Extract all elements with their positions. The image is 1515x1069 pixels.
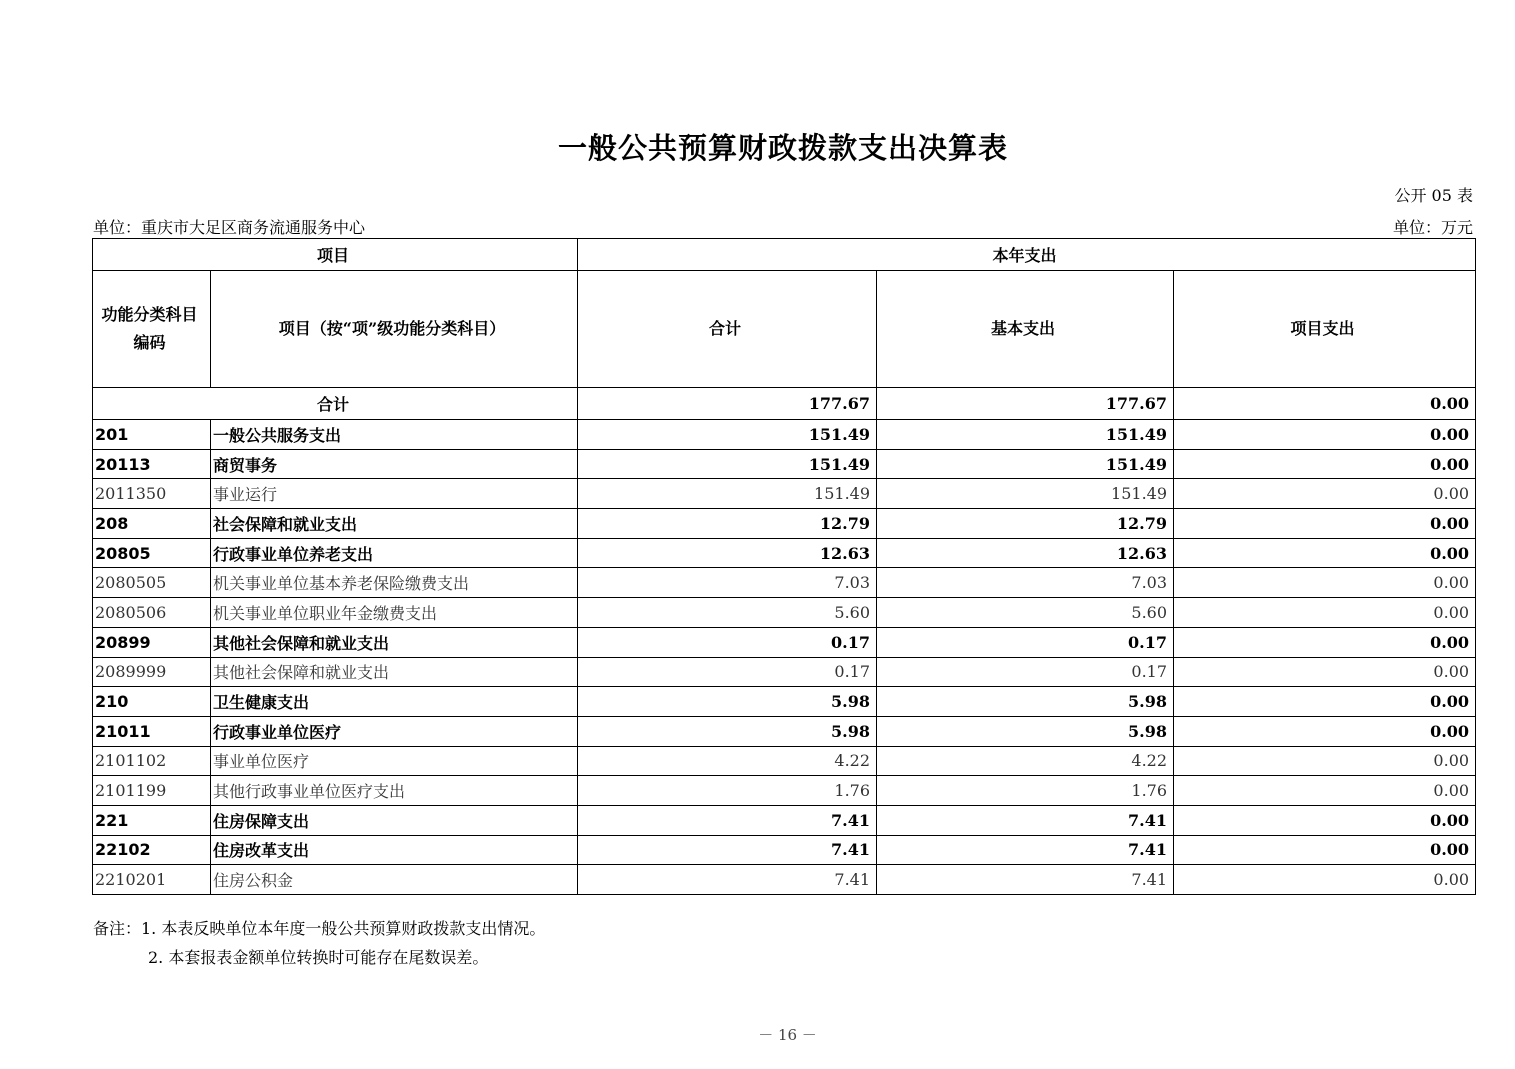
row-total: 5.98 <box>578 716 877 746</box>
header-project: 项目支出 <box>1174 271 1476 388</box>
note-line-2: 2. 本套报表金额单位转换时可能存在尾数误差。 <box>148 948 489 967</box>
table-row <box>93 627 1476 657</box>
table-row <box>93 687 1476 717</box>
row-code: 2210201 <box>93 865 211 895</box>
table-row <box>93 865 1476 895</box>
table-row <box>93 716 1476 746</box>
row-code: 20113 <box>93 449 211 479</box>
row-project: 0.00 <box>1174 746 1476 776</box>
row-total: 151.49 <box>578 449 877 479</box>
row-code: 2101199 <box>93 776 211 806</box>
table-row <box>93 805 1476 835</box>
table-row <box>93 568 1476 598</box>
row-total: 4.22 <box>578 746 877 776</box>
row-basic: 1.76 <box>877 776 1174 806</box>
row-code: 22102 <box>93 835 211 865</box>
row-basic: 5.60 <box>877 598 1174 628</box>
row-name: 机关事业单位职业年金缴费支出 <box>211 598 578 628</box>
row-project: 0.00 <box>1174 865 1476 895</box>
total-project: 0.00 <box>1174 388 1476 420</box>
header-row-1 <box>93 239 1476 271</box>
row-project: 0.00 <box>1174 716 1476 746</box>
row-project: 0.00 <box>1174 598 1476 628</box>
expenditure-table <box>92 238 1476 895</box>
row-basic: 151.49 <box>877 479 1174 509</box>
row-total: 0.17 <box>578 657 877 687</box>
row-code: 20899 <box>93 627 211 657</box>
row-code: 201 <box>93 420 211 450</box>
row-name: 行政事业单位养老支出 <box>211 538 578 568</box>
table-row <box>93 420 1476 450</box>
row-basic: 7.41 <box>877 835 1174 865</box>
row-name: 事业单位医疗 <box>211 746 578 776</box>
row-code: 221 <box>93 805 211 835</box>
row-name: 一般公共服务支出 <box>211 420 578 450</box>
note-line-1: 备注：1. 本表反映单位本年度一般公共预算财政拨款支出情况。 <box>93 919 546 938</box>
row-basic: 4.22 <box>877 746 1174 776</box>
row-project: 0.00 <box>1174 449 1476 479</box>
page-title: 一般公共预算财政拨款支出决算表 <box>557 131 1008 165</box>
row-name: 住房改革支出 <box>211 835 578 865</box>
row-basic: 5.98 <box>877 687 1174 717</box>
row-project: 0.00 <box>1174 420 1476 450</box>
row-code: 21011 <box>93 716 211 746</box>
row-basic: 5.98 <box>877 716 1174 746</box>
row-total: 7.41 <box>578 805 877 835</box>
row-project: 0.00 <box>1174 568 1476 598</box>
row-code: 208 <box>93 509 211 539</box>
total-amount: 177.67 <box>578 388 877 420</box>
row-name: 卫生健康支出 <box>211 687 578 717</box>
table-row <box>93 509 1476 539</box>
row-total: 5.60 <box>578 598 877 628</box>
row-project: 0.00 <box>1174 627 1476 657</box>
row-project: 0.00 <box>1174 538 1476 568</box>
form-number: 公开 05 表 <box>1394 186 1473 205</box>
row-total: 7.41 <box>578 865 877 895</box>
row-total: 151.49 <box>578 420 877 450</box>
row-code: 2101102 <box>93 746 211 776</box>
header-row-2 <box>93 271 1476 388</box>
row-total: 12.79 <box>578 509 877 539</box>
row-basic: 151.49 <box>877 449 1174 479</box>
table-row <box>93 538 1476 568</box>
header-code-line1: 功能分类科目 <box>101 305 198 324</box>
page-number: － 16 － <box>758 1026 817 1044</box>
row-basic: 151.49 <box>877 420 1174 450</box>
row-name: 机关事业单位基本养老保险缴费支出 <box>211 568 578 598</box>
table-row <box>93 479 1476 509</box>
row-total: 0.17 <box>578 627 877 657</box>
row-name: 社会保障和就业支出 <box>211 509 578 539</box>
row-basic: 12.79 <box>877 509 1174 539</box>
row-project: 0.00 <box>1174 509 1476 539</box>
row-total: 12.63 <box>578 538 877 568</box>
row-project: 0.00 <box>1174 657 1476 687</box>
header-total: 合计 <box>578 271 877 388</box>
row-name: 其他行政事业单位医疗支出 <box>211 776 578 806</box>
row-basic: 12.63 <box>877 538 1174 568</box>
row-project: 0.00 <box>1174 805 1476 835</box>
row-name: 商贸事务 <box>211 449 578 479</box>
unit-organization: 单位：重庆市大足区商务流通服务中心 <box>93 218 366 237</box>
row-project: 0.00 <box>1174 776 1476 806</box>
row-code: 2011350 <box>93 479 211 509</box>
row-basic: 7.03 <box>877 568 1174 598</box>
header-item: 项目 <box>93 239 578 271</box>
row-project: 0.00 <box>1174 687 1476 717</box>
header-code-line2: 编码 <box>133 333 166 352</box>
table-row <box>93 598 1476 628</box>
row-total: 151.49 <box>578 479 877 509</box>
total-label: 合计 <box>93 388 578 420</box>
row-total: 7.41 <box>578 835 877 865</box>
row-name: 事业运行 <box>211 479 578 509</box>
header-basic: 基本支出 <box>877 271 1174 388</box>
row-code: 20805 <box>93 538 211 568</box>
row-name: 住房公积金 <box>211 865 578 895</box>
table-row <box>93 776 1476 806</box>
row-name: 其他社会保障和就业支出 <box>211 627 578 657</box>
header-item-name: 项目（按“项”级功能分类科目） <box>211 271 578 388</box>
row-basic: 0.17 <box>877 627 1174 657</box>
row-basic: 7.41 <box>877 805 1174 835</box>
table-row <box>93 746 1476 776</box>
row-total: 7.03 <box>578 568 877 598</box>
table-row <box>93 449 1476 479</box>
row-code: 2089999 <box>93 657 211 687</box>
row-project: 0.00 <box>1174 835 1476 865</box>
row-total: 1.76 <box>578 776 877 806</box>
total-basic: 177.67 <box>877 388 1174 420</box>
row-basic: 7.41 <box>877 865 1174 895</box>
table-row <box>93 835 1476 865</box>
header-code <box>93 271 211 388</box>
row-code: 2080505 <box>93 568 211 598</box>
table-row <box>93 657 1476 687</box>
total-row <box>93 388 1476 420</box>
row-basic: 0.17 <box>877 657 1174 687</box>
row-code: 2080506 <box>93 598 211 628</box>
header-current-year: 本年支出 <box>578 239 1476 271</box>
row-total: 5.98 <box>578 687 877 717</box>
row-name: 行政事业单位医疗 <box>211 716 578 746</box>
unit-currency: 单位：万元 <box>1392 218 1473 237</box>
row-name: 住房保障支出 <box>211 805 578 835</box>
row-name: 其他社会保障和就业支出 <box>211 657 578 687</box>
row-project: 0.00 <box>1174 479 1476 509</box>
row-code: 210 <box>93 687 211 717</box>
